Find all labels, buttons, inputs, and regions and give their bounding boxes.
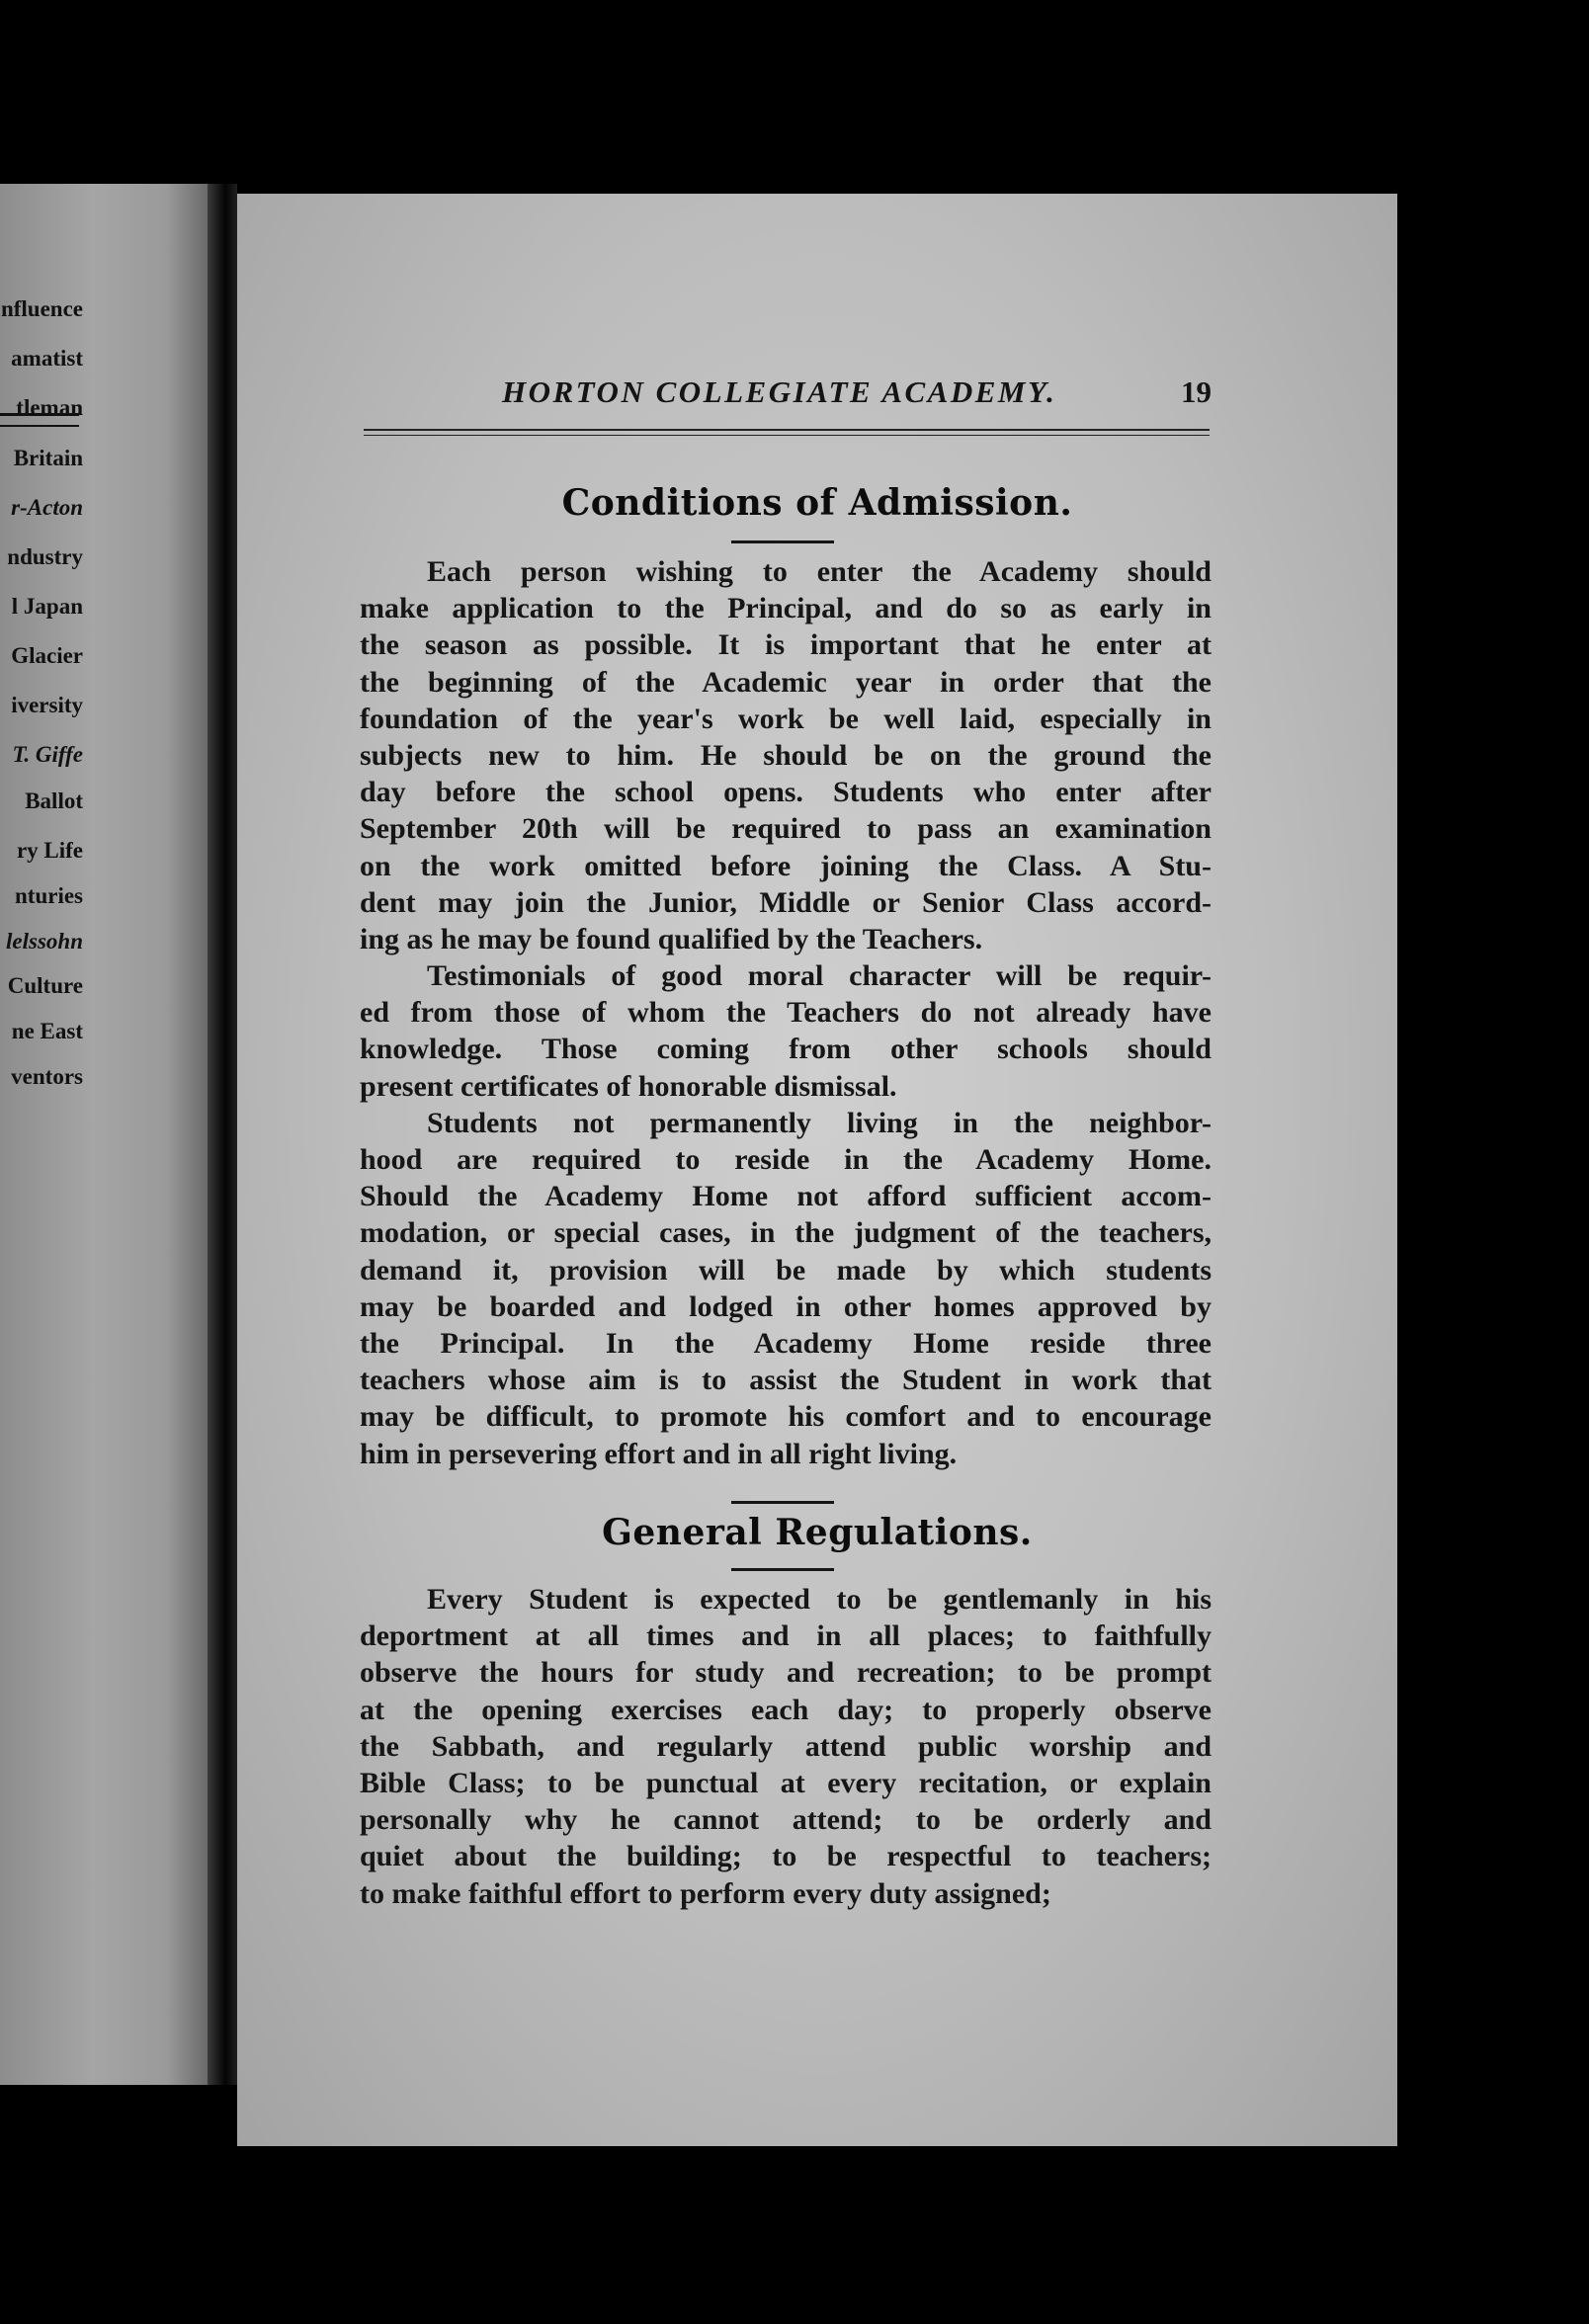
text-line: foundation of the year's work be well laid, especially in bbox=[360, 702, 1212, 735]
text-line: to make faithful effort to perform every duty assigned; bbox=[360, 1876, 1051, 1910]
text-line: hood are required to reside in the Academy Home. bbox=[360, 1143, 1212, 1176]
facing-page-rule bbox=[0, 425, 79, 427]
facing-page-entry: r-Acton bbox=[11, 495, 83, 520]
heading-rule bbox=[731, 540, 834, 543]
facing-page-entry: nfluence bbox=[0, 296, 83, 321]
text-line: Should the Academy Home not afford sufficient accom- bbox=[360, 1180, 1212, 1213]
facing-page bbox=[0, 184, 208, 2085]
text-line: day before the school opens. Students who enter after bbox=[360, 776, 1212, 809]
regulations-body bbox=[360, 1581, 1212, 1912]
header-rule bbox=[364, 435, 1210, 436]
facing-page-entry: Britain bbox=[13, 446, 83, 470]
heading-rule bbox=[731, 1568, 834, 1571]
facing-page-entry: Glacier bbox=[11, 643, 83, 668]
text-line: teachers whose aim is to assist the Student in work that bbox=[360, 1364, 1212, 1397]
text-line: on the work omitted before joining the Class. A Stu- bbox=[360, 849, 1212, 882]
text-line: subjects new to him. He should be on the ground the bbox=[360, 738, 1212, 772]
text-line: personally why he cannot attend; to be orderly and bbox=[360, 1803, 1212, 1837]
facing-page-entry: ry Life bbox=[16, 838, 83, 863]
text-line: dent may join the Junior, Middle or Senior Class accord- bbox=[360, 885, 1212, 919]
text-line: deportment at all times and in all places; to faithfully bbox=[360, 1619, 1212, 1653]
facing-page-entry: ventors bbox=[11, 1064, 83, 1089]
book-gutter bbox=[208, 184, 237, 2085]
section-heading-regulations: General Regulations. bbox=[602, 1512, 1033, 1553]
text-line: make application to the Principal, and do so as early in bbox=[360, 592, 1212, 625]
text-line: September 20th will be required to pass an examination bbox=[360, 812, 1212, 846]
facing-page-entry: ndustry bbox=[7, 544, 83, 569]
text-line: observe the hours for study and recreation; to be prompt bbox=[360, 1656, 1212, 1690]
text-line: the Principal. In the Academy Home reside three bbox=[360, 1326, 1212, 1360]
section-divider-rule bbox=[731, 1501, 834, 1504]
text-line: Bible Class; to be punctual at every recitation, or explain bbox=[360, 1766, 1212, 1799]
facing-page-entry: Culture bbox=[7, 973, 83, 998]
facing-page-entry: amatist bbox=[11, 346, 83, 371]
facing-page-entry: nturies bbox=[15, 883, 83, 908]
text-line: may be boarded and lodged in other homes approved by bbox=[360, 1289, 1212, 1323]
facing-page-entry: Ballot bbox=[25, 788, 83, 813]
text-line: him in persevering effort and in all right living. bbox=[360, 1437, 958, 1470]
text-line: present certificates of honorable dismissal. bbox=[360, 1069, 897, 1103]
text-line: modation, or special cases, in the judgment of the teachers, bbox=[360, 1216, 1212, 1250]
admission-body bbox=[360, 553, 1212, 1472]
text-line: quiet about the building; to be respectful to teachers; bbox=[360, 1840, 1212, 1873]
text-line: Testimonials of good moral character will be requir- bbox=[427, 959, 1212, 993]
facing-page-entry: l Japan bbox=[11, 594, 83, 619]
text-line: the Sabbath, and regularly attend public worship and bbox=[360, 1729, 1212, 1763]
facing-page-entry: tleman bbox=[16, 395, 83, 420]
book-page bbox=[237, 194, 1397, 2146]
text-line: Each person wishing to enter the Academy should bbox=[427, 555, 1212, 588]
facing-page-entry: T. Giffe bbox=[12, 742, 83, 767]
text-line: the season as possible. It is important that he enter at bbox=[360, 628, 1212, 662]
text-line: knowledge. Those coming from other schools should bbox=[360, 1033, 1212, 1066]
text-line: ing as he may be found qualified by the Teachers. bbox=[360, 922, 983, 955]
section-heading-admission: Conditions of Admission. bbox=[561, 482, 1073, 524]
page-number: 19 bbox=[1181, 374, 1212, 409]
text-line: at the opening exercises each day; to properly observe bbox=[360, 1693, 1212, 1726]
text-line: demand it, provision will be made by which students bbox=[360, 1253, 1212, 1286]
facing-page-entry: iversity bbox=[11, 693, 83, 717]
text-line: the beginning of the Academic year in order that the bbox=[360, 665, 1212, 699]
text-line: ed from those of whom the Teachers do not already have bbox=[360, 996, 1212, 1030]
text-line: Every Student is expected to be gentlemanly in his bbox=[427, 1583, 1212, 1616]
facing-page-entry: lelssohn bbox=[6, 929, 83, 954]
page-header bbox=[237, 374, 1397, 414]
header-rule bbox=[364, 429, 1210, 431]
text-line: may be difficult, to promote his comfort and to encourage bbox=[360, 1400, 1212, 1434]
running-head: HORTON COLLEGIATE ACADEMY. bbox=[502, 374, 1057, 409]
facing-page-entry: ne East bbox=[11, 1019, 83, 1043]
text-line: Students not permanently living in the neighbor- bbox=[427, 1106, 1212, 1139]
